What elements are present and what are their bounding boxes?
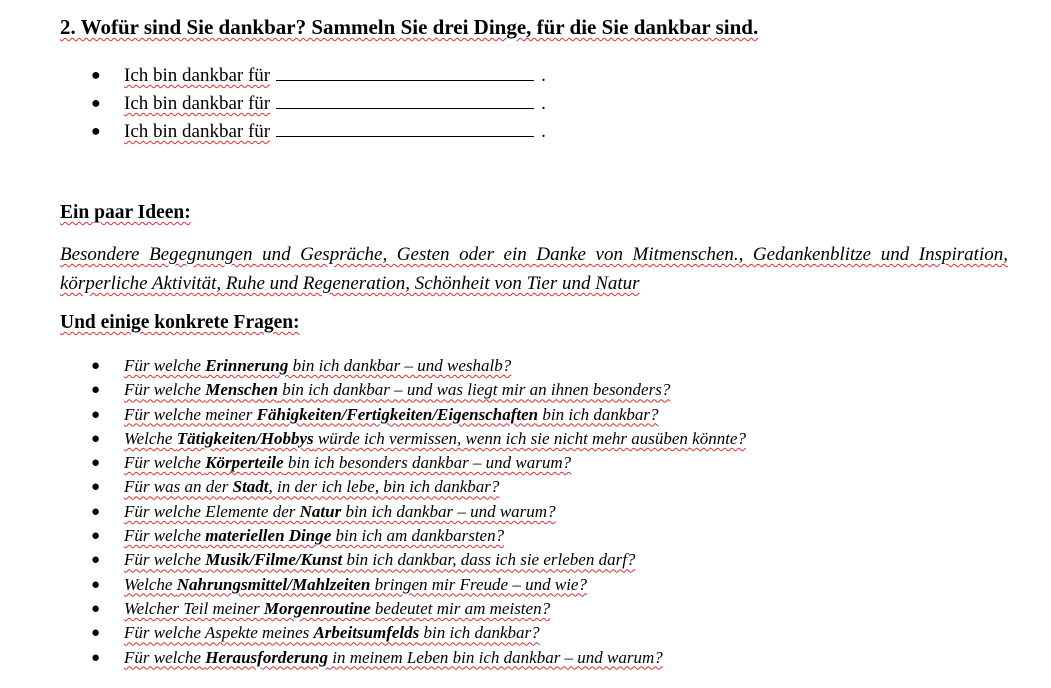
blank-prompt: Ich bin dankbar für	[124, 121, 271, 142]
question-keyword: Stadt	[232, 477, 269, 497]
question-segment: bin ich dankbar?	[538, 404, 659, 424]
question-segment: Für welche meiner	[124, 404, 257, 424]
blank-item	[86, 62, 606, 90]
question-segment: Welcher Teil meiner	[124, 598, 264, 618]
question-keyword: Herausforderung	[205, 647, 329, 667]
question-keyword: Nahrungsmittel/Mahlzeiten	[176, 574, 371, 594]
blank-line[interactable]	[276, 90, 534, 109]
questions-list	[86, 354, 986, 670]
question-keyword: Menschen	[205, 380, 278, 400]
question-item	[86, 500, 986, 524]
ideas-heading-text: Ein paar Ideen:	[60, 202, 191, 223]
question-text	[124, 575, 587, 594]
question-item	[86, 524, 986, 548]
question-segment: bin ich dankbar?	[419, 623, 540, 643]
question-text	[124, 550, 635, 569]
question-keyword: Morgenroutine	[263, 598, 371, 618]
question-segment: Für welche Elemente der	[124, 501, 300, 521]
question-keyword: materiellen Dinge	[205, 526, 332, 546]
question-segment: bin ich dankbar – und was liegt mir an ihnen besonders?	[277, 380, 671, 400]
blank-prompt: Ich bin dankbar für	[124, 65, 271, 86]
blank-period: .	[541, 121, 546, 142]
question-text	[124, 405, 659, 424]
question-segment: Welche	[124, 428, 177, 448]
question-keyword: Musik/Filme/Kunst	[205, 550, 343, 570]
bullet-icon: ●	[91, 552, 101, 569]
ideas-heading	[60, 202, 191, 224]
bullet-icon: ●	[91, 358, 101, 374]
bullet-icon: ●	[91, 95, 101, 112]
question-text	[124, 477, 499, 496]
question-item	[86, 451, 986, 475]
ideas-paragraph	[60, 240, 1008, 298]
question-segment: Für welche Aspekte meines	[124, 623, 314, 643]
question-segment: Für was an der	[124, 477, 233, 497]
question-keyword: Erinnerung	[205, 356, 289, 375]
question-segment: Welche	[124, 574, 177, 594]
bullet-icon: ●	[91, 406, 101, 423]
bullet-icon: ●	[91, 625, 101, 642]
question-text	[124, 356, 511, 375]
question-keyword: Fähigkeiten/Fertigkeiten/Eigenschaften	[256, 404, 539, 424]
question-segment: Für welche	[124, 453, 206, 473]
blank-item	[86, 90, 606, 118]
bullet-icon: ●	[91, 455, 101, 472]
question-text	[124, 526, 504, 545]
question-text	[124, 648, 663, 667]
section-heading	[60, 15, 758, 40]
bullet-icon: ●	[91, 382, 101, 399]
bullet-icon: ●	[91, 479, 101, 496]
question-text	[124, 380, 670, 399]
question-text	[124, 623, 540, 642]
question-segment: bedeutet mir am meisten?	[370, 598, 551, 618]
blank-line[interactable]	[276, 118, 534, 137]
question-item	[86, 597, 986, 621]
question-keyword: Arbeitsumfelds	[313, 623, 420, 643]
question-text	[124, 502, 556, 521]
question-item	[86, 403, 986, 427]
blank-period: .	[541, 65, 546, 86]
question-item	[86, 427, 986, 451]
question-item	[86, 354, 986, 378]
bullet-icon: ●	[91, 600, 101, 617]
gratitude-blanks-list	[86, 62, 606, 146]
bullet-icon: ●	[91, 649, 101, 666]
question-item	[86, 573, 986, 597]
question-item	[86, 548, 986, 572]
bullet-icon: ●	[91, 123, 101, 140]
question-keyword: Natur	[299, 501, 342, 521]
questions-heading-text: Und einige konkrete Fragen:	[60, 312, 300, 333]
question-item	[86, 621, 986, 645]
bullet-icon: ●	[91, 503, 101, 520]
question-keyword: Tätigkeiten/Hobbys	[176, 428, 314, 448]
bullet-icon: ●	[91, 67, 101, 84]
question-segment: Für welche	[124, 526, 206, 546]
questions-heading	[60, 312, 300, 334]
bullet-icon: ●	[91, 576, 101, 593]
blank-line[interactable]	[276, 62, 534, 81]
question-segment: bin ich besonders dankbar – und warum?	[283, 453, 572, 473]
question-segment: bin ich dankbar – und weshalb?	[288, 356, 512, 375]
question-text	[124, 599, 550, 618]
question-segment: bringen mir Freude – und wie?	[370, 574, 587, 594]
question-segment: Für welche	[124, 380, 206, 400]
question-text	[124, 453, 571, 472]
question-segment: Für welche	[124, 356, 206, 375]
question-segment: bin ich dankbar – und warum?	[341, 501, 556, 521]
bullet-icon: ●	[91, 528, 101, 545]
question-item	[86, 646, 986, 670]
blank-period: .	[541, 93, 546, 114]
question-segment: bin ich dankbar, dass ich sie erleben darf?	[342, 550, 636, 570]
question-segment: Für welche	[124, 550, 206, 570]
question-segment: Für welche	[124, 647, 206, 667]
question-item	[86, 378, 986, 402]
blank-prompt: Ich bin dankbar für	[124, 93, 271, 114]
question-keyword: Körperteile	[205, 453, 284, 473]
blank-item	[86, 118, 606, 146]
question-segment: in meinem Leben bin ich dankbar – und warum?	[328, 647, 663, 667]
question-item	[86, 475, 986, 499]
question-segment: bin ich am dankbarsten?	[331, 526, 505, 546]
question-segment: würde ich vermissen, wenn ich sie nicht mehr ausüben könnte?	[313, 428, 746, 448]
heading-text: 2. Wofür sind Sie dankbar? Sammeln Sie drei Dinge, für die Sie dankbar sind.	[60, 15, 759, 39]
question-text	[124, 429, 746, 448]
ideas-text: Besondere Begegnungen und Gespräche, Gesten oder ein Danke von Mitmenschen., Gedankenblitze und Inspiration, körperliche Aktivität, Ruhe und Regeneration, Schönheit von Tier und Natur	[60, 244, 1008, 294]
question-segment: , in der ich lebe, bin ich dankbar?	[268, 477, 500, 497]
bullet-icon: ●	[91, 430, 101, 447]
